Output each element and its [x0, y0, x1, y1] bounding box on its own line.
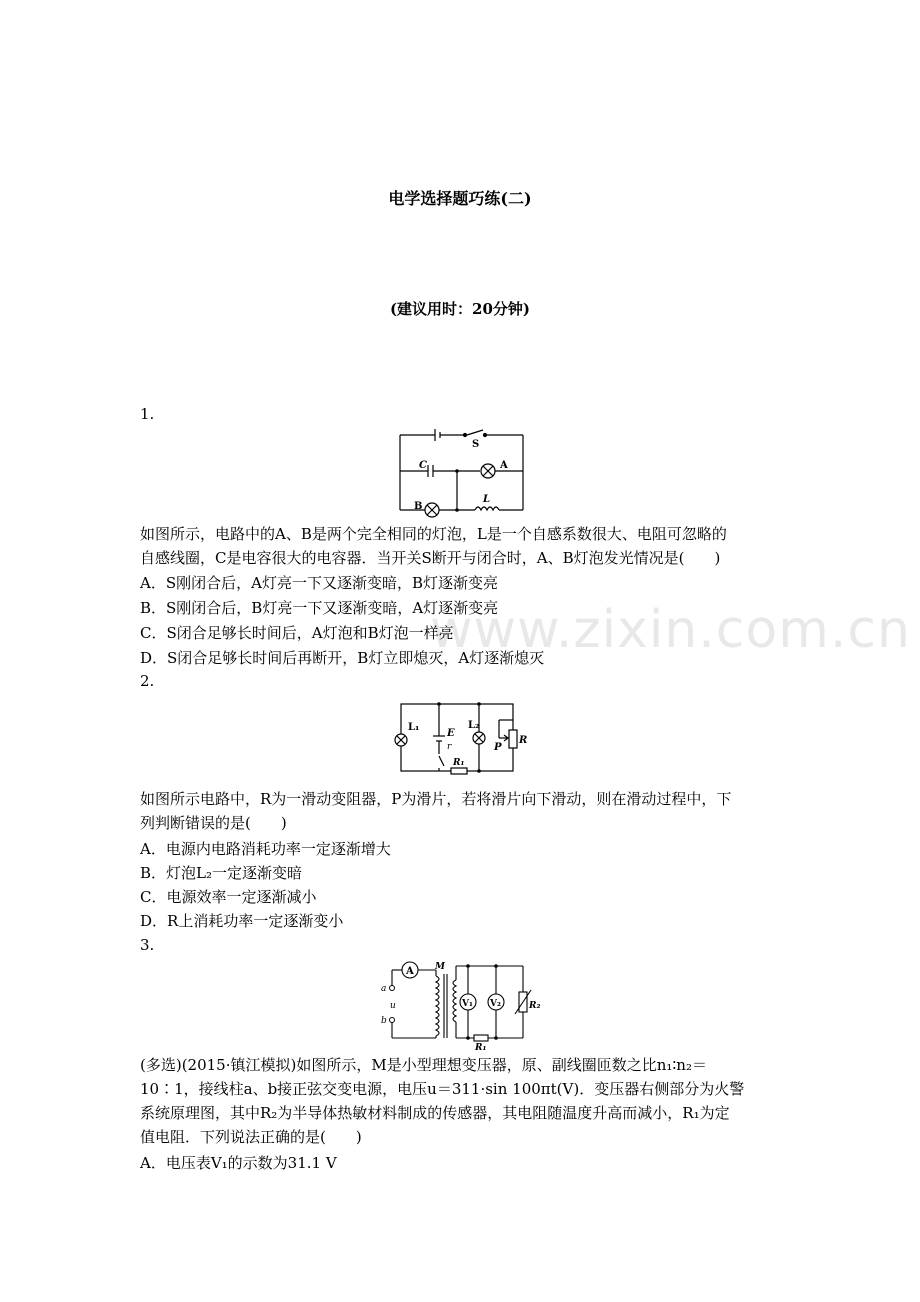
q1-fig-label-l: L: [483, 494, 491, 505]
question-1-stem-line-1: 如图所示，电路中的A、B是两个完全相同的灯泡，L是一个自感系数很大、电阻可忽略的: [140, 525, 727, 543]
q2-fig-label-p: P: [494, 742, 502, 753]
q3-fig-label-r1: R₁: [475, 1043, 487, 1053]
q2-fig-label-r-small: r: [447, 742, 452, 752]
question-2-stem-line-1: 如图所示电路中，R为一滑动变阻器，P为滑片，若将滑片向下滑动，则在滑动过程中，下: [140, 790, 732, 808]
q3-fig-label-b: b: [381, 1016, 387, 1026]
question-3-stem-line-2: 10∶1，接线柱a、b接正弦交变电源，电压u＝311·sin 100πt(V)．变压器右侧部分为火警: [140, 1080, 745, 1098]
q2-circuit-diagram: [395, 698, 535, 778]
q1-fig-label-c: C: [419, 460, 427, 471]
question-1-stem-line-2: 自感线圈，C是电容很大的电容器．当开关S断开与闭合时，A、B灯泡发光情况是( ): [140, 549, 721, 567]
q3-fig-label-a: a: [381, 984, 387, 994]
question-1-number: 1.: [140, 405, 155, 423]
question-2-stem-line-2: 列判断错误的是( ): [140, 814, 287, 832]
q3-fig-label-u: u: [390, 1001, 396, 1011]
question-2-option-d: D．R上消耗功率一定逐渐变小: [140, 912, 344, 930]
q2-fig-label-r1: R₁: [453, 758, 465, 768]
q3-fig-label-ammeter: A: [406, 966, 414, 977]
question-3-option-a: A．电压表V₁的示数为31.1 V: [140, 1154, 337, 1172]
q3-fig-label-r2: R₂: [529, 1001, 541, 1011]
q3-fig-label-v1: V₁: [462, 999, 473, 1009]
question-3-stem-line-3: 系统原理图，其中R₂为半导体热敏材料制成的传感器，其电阻随温度升高而减小，R₁为定: [140, 1104, 730, 1122]
q2-fig-label-l1: L₁: [408, 722, 420, 733]
question-2-option-b: B．灯泡L₂一定逐渐变暗: [140, 864, 302, 882]
question-1-option-a: A．S刚闭合后，A灯亮一下又逐渐变暗，B灯逐渐变亮: [140, 574, 498, 592]
q2-fig-label-e: E: [447, 728, 455, 739]
question-2-option-a: A．电源内电路消耗功率一定逐渐增大: [140, 840, 391, 858]
q1-circuit-diagram: [395, 425, 530, 520]
question-3-stem-line-1: (多选)(2015·镇江模拟)如图所示，M是小型理想变压器，原、副线圈匝数之比n₁∶n₂＝: [140, 1056, 707, 1074]
question-3-stem-line-4: 值电阻．下列说法正确的是( ): [140, 1128, 362, 1146]
q3-fig-label-m: M: [435, 962, 445, 972]
page-subtitle: (建议用时：20分钟): [389, 300, 531, 318]
q1-fig-label-a: A: [500, 460, 508, 471]
q2-fig-label-r: R: [519, 735, 528, 746]
question-2-option-c: C．电源效率一定逐渐减小: [140, 888, 317, 906]
q1-fig-label-b: B: [414, 501, 423, 512]
question-1-option-d: D．S闭合足够长时间后再断开，B灯立即熄灭，A灯逐渐熄灭: [140, 649, 545, 667]
q2-fig-label-l2: L₂: [468, 720, 480, 731]
page-title: 电学选择题巧练(二): [388, 189, 532, 208]
question-1-option-b: B．S刚闭合后，B灯亮一下又逐渐变暗，A灯逐渐变亮: [140, 599, 499, 617]
question-2-number: 2.: [140, 672, 155, 690]
question-3-number: 3.: [140, 936, 155, 954]
q1-fig-label-s: S: [472, 439, 480, 450]
q3-circuit-diagram: [378, 958, 548, 1053]
question-1-option-c: C．S闭合足够长时间后，A灯泡和B灯泡一样亮: [140, 624, 454, 642]
q3-fig-label-v2: V₂: [490, 999, 501, 1009]
watermark: www.zixin.com.cn: [430, 600, 911, 660]
